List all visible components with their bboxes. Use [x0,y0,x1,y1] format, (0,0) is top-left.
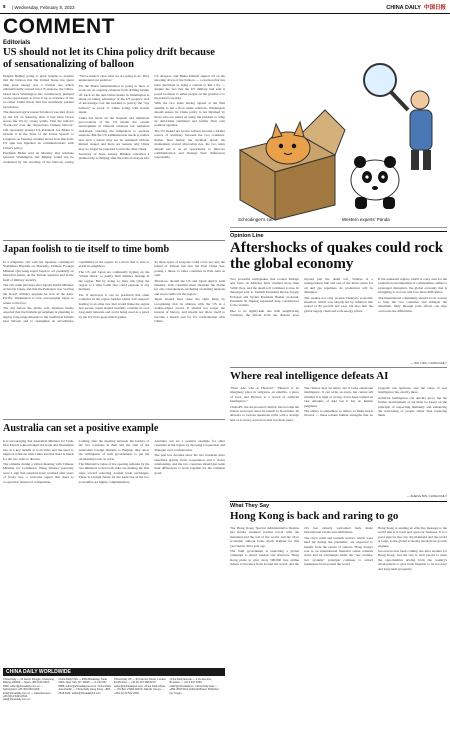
paragraph: The international community should act in concert to help the two countries and mitigate the aftermath. Only through joint efforts can they overcome the difficulties. [378,295,447,313]
paragraph: In a telephone call with his Japanese counterpart Yoshimasa Hayashi on Thursday, Chinese Foreign Minister Qin Gang urged Japan to act prudently on historical issues, on the Taiwan question and in the field of military security. [3,260,74,282]
cartoon-illustration [230,40,447,228]
paragraph: China has never let the frequent and deliberate provocations of the US hinder the overall development of bilateral relations but remained restrained, resisting the temptation to escalate tensions. But the US administration needs to realize that such a stance may not be sustained without mutual respect and there are reasons why China may no longer be prepared to turn the other cheek. [78,115,150,151]
paragraph: Two powerful earthquakes that rocked Turkiye and Syria on Monday have claimed more than 5,000 lives, and the death toll continues to rise. In messages sent to Turkish President Recep Tayyip Erdogan and Syrian President Bashar al-Assad, President Xi Jinping expressed deep condolences to the victims. [230,277,299,308]
magnifier-icon [364,64,408,110]
paragraph: The remarks during a virtual meeting with Chinese Minister for Commerce Wang Wentao yesterday were a sign that relations have warmed after years of frosty ties, a welcome signal that there is cooperation instead of competition. [3,462,74,484]
opinion-column [230,40,447,702]
paragraph: Japan should have done the right thing by recognizing that its alliance with the US is a double-edged sword. It should not forget the lessons of history, and should not allow itself to become a launch pad for US confrontation with China. [154,297,225,324]
brand [386,3,446,11]
editorial-3-headline: Australia can set a positive example [3,423,159,434]
what-they-say-label: What They Say [230,501,447,509]
paragraph: The meteorological research balloon was shot down by the US on Saturday after it had been blown across the US by strong winds. That the nation's "freak-out" over the "mysterious Chinese balloon" will reportedly prompt US President Joe Biden to include it in the State of the Union Speech to Congress on Tuesday evening shows how much the US spin has hijacked its communications with China's policy. [3,110,74,150]
paragraph: The chatbot may be smart, but it lacks emotional intelligence. It can write an essay, but cannot tell whether it is right or wrong. It has been trained on vast amounts of data but it has no human judgment. [304,386,373,408]
opinion-1-body [230,277,447,360]
divider [3,419,225,420]
paragraph: Secretary of State Antony Blinken cancelled a planned trip to Beijing after the balloon strayed into US airspace, and Biden himself signed off on the shooting down of the balloon — a reaction that has been described as using a cannon to kill a fly — despite the fact that the US military had said it posed no threat to either people on the ground or to the nation's security. [78,74,225,161]
box-icon [240,110,345,220]
paragraph: The US should not let the balloon become a further source of acrimony between the two countries. Rather than letting the incident derail the momentum toward improving ties, the two sides should use it as an opportunity to improve communication and manage their differences responsibly. [154,128,225,160]
editorial-2-headline: Japan foolish to tie itself to time bomb [3,244,170,255]
paragraph: The city's retail and tourism sectors, which were hard hit during the pandemic, are expected to benefit from the return of visitors. Hong Kong's role as an international financial center remains solid, and its advantages under the "one country, two systems" principle continue to attract businesses from around the world. [304,535,373,567]
cat-icon [266,122,310,164]
paragraph: The quakes not only worsen Turkiye's economic situation, which was already hit by inflation that soared to 85 percent last year, but also hurt the global supply chain and rock energy prices. [304,295,373,313]
opinion-2-body [230,386,447,493]
paragraph: The past few decades show the two countries have benefited greatly from cooperation and a closer relationship, and the two countries should put aside their differences to work together for the common good. [154,453,225,475]
paragraph: ChatGPT, the AI-powered chatbot, has become the hottest tech topic since its launch in November. Its answers to various questions come with a strange mix of accuracy and errors that fascinate users. [230,404,299,422]
paragraph: So those types of weapons could cover not only the island of Taiwan but also the East China Sea, posing a threat to other countries in East Asia as well. [154,260,225,278]
footer-col: China Daily Europe — 1 Av des Arts, Brussels — +32 2 207 4060; editor@chinadaily.eu. China Daily Asia — +852 2518 5111. Editorial Board. Publisher: Qu Yingpu [169,678,220,695]
paragraph: Despite Beijing going to great lengths to explain that the balloon that the United States has spent time great energy was a civilian one which unintentionally strayed into US airspace, the China-based news Washington has continuously pumped on the opportunity to blow it up as evidence of the so-called China threat that has needlessly pushed up tensions. [3,74,74,109]
paragraph: Therefore, should the US and Japan deploy such missiles, both countries must shoulder the blame for any consequences, including escalating tensions and even conflict in the region. [154,278,225,296]
editorial-1-body [3,74,225,237]
paragraph: The ability to empathize, to reflect, to make moral choices — these remain human strengths that no program can replicate, and the value of real intelligence lies exactly there. [304,386,447,418]
editorial-2-body [3,260,225,416]
opinion-1-byline: — WU YIDA, CHINA DAILY [410,361,447,365]
editorials-kicker: Editorials [3,40,31,46]
brand-name: CHINA DAILY [386,5,421,11]
opinion-2-byline: — ZHENG BIN, CHINA DAILY [406,494,447,498]
paragraph: Good news has been coming one after another for Hong Kong, and the city is well placed to seize the opportunities arising from the country's development to give fresh impetus to its recovery and long-term prosperity. [378,549,447,571]
paragraph: The SAR government is launching a global campaign to attract tourists and investors. Hong Kong plans to give away 500,000 free airline tickets to travelers from around the world, and the city has already welcomed back many international events and exhibitions. [230,526,373,567]
paragraph: Australia can set a positive example for other countries in the region by choosing cooperation and dialogue over confrontation. [154,439,225,452]
footer-bar: CHINA DAILY WORLDWIDE [3,668,225,676]
panda-icon [351,156,399,209]
editorials-column [3,40,225,649]
paragraph: With the two sides having agreed at the Bali summit to put a floor under relations, Washington should ensure its China policy is not hijacked by those who are intent on using the incident to whip up anti-China sentiment and further their own political agendas. [154,101,225,128]
footer-col: China Daily UK — 90 Cannon Street, London EC4N 6HA — +44 (0) 207 398 8270; editor@chinadailyuk.com. China Daily Africa — PO Box 27281-00100, Nairobi, Kenya — +254 (0) 20 522 2360 [114,678,167,695]
paragraph: The day before the phone call, Japanese media reported that the Kishida government is planning to deploy long-range missiles to the Southwest Islands near Taiwan and to strengthen its surveillance capabilities in the region, in a move that is sure to alarm its neighbors. [3,260,150,324]
footer-col: China Daily USA — 1500 Broadway, Suite 2800, New York, NY 10036 — +1 212 537 8888; editor@chinadailyusa.com. China Daily Asia Pacific — China Daily Hong Kong, +852 2518 5111; editor@chinadailyhk.com [58,678,111,695]
paragraph: Artificial intelligence can quickly grow, but the further development of AI must be based on the principle of respecting humanity and enhancing the well-being of people rather than replacing them. [378,395,447,418]
cartoon-caption-right: Western experts' Panda [342,217,390,222]
editorial-cartoon [230,40,447,228]
brand-chinese: 中国日报 [423,5,446,11]
paragraph: Coming after the meeting between the leaders of the two countries in Bali and the visit of the Australian foreign minister to Beijing, they show the willingness of both governments to put the relationship back on track. [78,439,150,461]
issue-date: | Wednesday, February 8, 2023 [12,4,75,10]
divider [230,367,447,368]
paragraph: "Dear AIs, who is Heaven?" "Heaven is an imaginary place in religions, an afterlife, a place of God, and Heaven is a crowd of artificial intelligence." [230,386,299,404]
opinion-line-label: Opinion Line [230,231,447,239]
paragraph: Yet, if deployed, it can be predicted that other countries in the region besides China will respond, leading to an arms race that would make the region less secure. Japan should carefully consider its own long-term interests and avoid being used as a pawn by the US in its geopolitical games. [78,292,150,319]
paragraph: Due to its tightly-knit ties with neighboring countries, the fallout from the disaster goes beyond just the death toll. Turkiye is a transportation hub and one of the main routes for oil and gas pipelines, its production will be disrupted. [230,277,373,318]
paragraph: Hong Kong is sending an effective message to the world that it is back and open for business. It is a good sign for the city, the mainland and the world at large, as the global economy needs more growth engines. [378,526,447,548]
paragraph: The illustrative value of the opening remarks by the two ministers is that both sides are making the first steps toward restoring normal trade exchanges. There is a bright future for the trade ties as the two economies are highly complementary. [78,462,150,484]
opinion-3-body [230,526,447,702]
paragraph: Yet the Biden administration is going to have to work out an ongoing relations from drifting further off track as the anti-China mania in Washington is intent on taking advantage of the US people's lack of knowledge over the incident to portray the "spy balloon" as proof of China acting with hostile intent. [78,83,150,115]
paragraph: The US and Japan are continually hyping up the "China threat" to justify their military buildup in the region. But by doing so, they risk tying the region to a time bomb that could explode at any moment. [78,269,150,292]
opinion-2-headline: Where real intelligence defeats AI [230,370,389,382]
paragraph: President Biden said on Monday that relations between Washington and Beijing would not be weakened by the downing of the balloon, saying "We've made it clear what we are going to do. They understand our position." [3,74,150,164]
section-title: COMMENT [3,15,115,38]
cartoon-caption-left: Schrodinger's cat [238,217,273,222]
page-number: 8 [3,4,6,9]
footer-contacts [3,678,225,702]
footer-col: China Daily — 15 Huixin Dongjie, Chaoyang, Beijing 100029 — News +86 (0)10 6491-8366; editor@chinadaily.com.cn — Subscription +86 400-699-0203; sub@chinadaily.com.cn — Advertisement +86 (0)10 6491-8631; ads@chinadaily.com.cn [3,678,55,702]
masthead-footer [3,668,225,745]
divider [3,240,225,241]
paragraph: It is encouraging that Australian Minister for Trade Don Farrell acknowledged the trade and investment ties as a key benefit to both sides and the need to improve relations with China and that there is much for the two sides to discuss. [3,439,74,461]
opinion-1-headline: Aftershocks of quakes could rock the global economy [230,240,444,272]
paragraph: The Hong Kong Special Administrative Region has finally resumed normal travel with the mainland and the rest of the world, and the city's economic outlook looks much brighter for this year than it did a year ago. [230,526,299,548]
editorial-3-body [3,439,225,649]
masthead [0,0,450,14]
paragraph: If the quake-hit region, which is a key area for the production and shipment of commodities, suffers a prolonged disruption, the global economy that is struggling to recover will face more difficulties. [378,277,447,295]
paragraph: The call came just days after Japan's Prime Minister arrived in Japan, and that the Pentagon was "sorting the board" military upgrade he was, in the Asia-Pacific. Washington is now encouraging Japan to return to the fore. [3,283,74,305]
expert-figure-icon [410,91,432,170]
editorial-1-headline: US should not let its China policy drift because of sensationalizing of balloon [3,47,215,70]
opinion-3-headline: Hong Kong is back and raring to go [230,510,399,522]
